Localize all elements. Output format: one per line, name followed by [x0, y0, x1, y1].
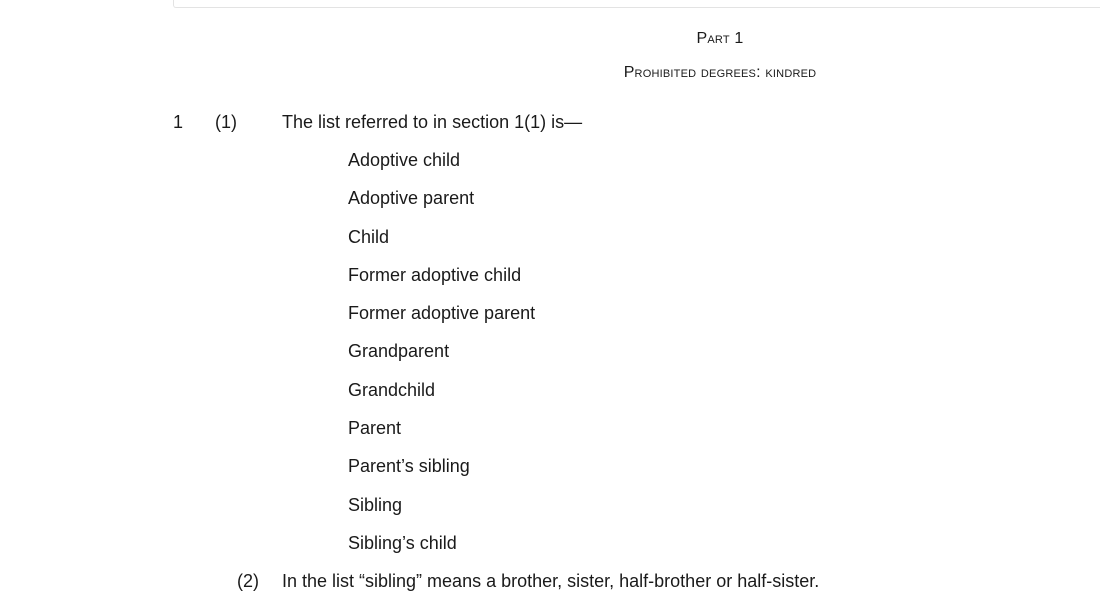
list-item: Parent’s sibling	[348, 456, 470, 477]
list-item: Former adoptive child	[348, 264, 522, 285]
subsection-number: (1)	[215, 112, 237, 132]
part-title: Prohibited degrees: kindred	[623, 64, 817, 81]
top-content-frame	[173, 0, 1100, 8]
list-item: Adoptive parent	[348, 188, 475, 209]
list-item: Grandchild	[348, 379, 436, 400]
list-item: Grandparent	[348, 341, 450, 362]
list-item: Sibling’s child	[348, 532, 457, 553]
list-item: Parent	[348, 418, 402, 439]
kindred-list	[348, 149, 535, 570]
list-item: Sibling	[348, 494, 403, 515]
part-heading: Part 1	[696, 30, 744, 47]
list-item: Child	[348, 226, 390, 247]
paragraph-text: The list referred to in section 1(1) is—	[282, 112, 583, 132]
paragraph-text: In the list “sibling” means a brother, sister, half-brother or half-sister.	[282, 571, 820, 591]
list-item: Adoptive child	[348, 150, 461, 170]
paragraph-number: 1	[173, 112, 184, 132]
list-item: Former adoptive parent	[348, 303, 536, 324]
subsection-number: (2)	[237, 571, 259, 591]
